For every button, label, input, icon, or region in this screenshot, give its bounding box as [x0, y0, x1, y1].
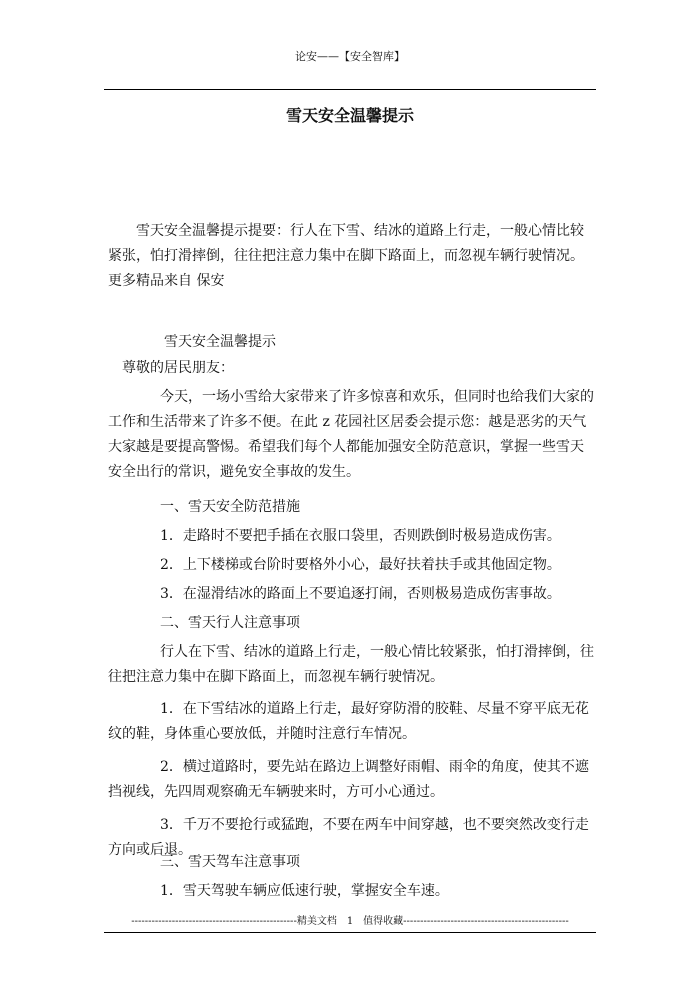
list-item: 1．雪天驾驶车辆应低速行驶，掌握安全车速。 [160, 883, 449, 899]
intro-paragraph: 今天，一场小雪给大家带来了许多惊喜和欢乐，但同时也给我们大家的工作和生活带来了许多不便。在此 z 花园社区居委会提示您：越是恶劣的天气大家越是要提高警惕。希望我们每个人都能加强安全防范意识，掌握一些雪天安全出行的常识，避免安全事故的发生。 [108, 389, 594, 480]
header-divider [104, 89, 596, 90]
list-item: 1．走路时不要把手插在衣服口袋里，否则跌倒时极易造成伤害。 [160, 528, 561, 544]
list-item: 2．上下楼梯或台阶时要格外小心，最好扶着扶手或其他固定物。 [160, 557, 561, 573]
greeting: 尊敬的居民朋友： [122, 360, 234, 376]
document-title: 雪天安全温馨提示 [285, 106, 414, 125]
section-heading-driving: 三、雪天驾车注意事项 [160, 854, 300, 870]
list-item: 2．横过道路时，要先站在路边上调整好雨帽、雨伞的角度，使其不遮挡视线，先四周观察确无车辆驶来时，方可小心通过。 [108, 759, 589, 800]
summary-paragraph: 雪天安全温馨提示提要：行人在下雪、结冰的道路上行走，一般心情比较紧张，怕打滑摔倒，往往把注意力集中在脚下路面上，而忽视车辆行驶情况。更多精品来自 保安 [108, 223, 584, 289]
page-header: 论安——【安全智库】 [295, 50, 405, 63]
list-item: 3．千万不要抢行或猛跑，不要在两车中间穿越，也不要突然改变行走方向或后退。 [108, 817, 589, 858]
list-item: 1．在下雪结冰的道路上行走，最好穿防滑的胶鞋、尽量不穿平底无花纹的鞋，身体重心要放低，并随时注意行车情况。 [108, 701, 589, 742]
section-heading-prevention: 一、雪天安全防范措施 [160, 499, 300, 515]
section-heading-pedestrian: 二、雪天行人注意事项 [160, 615, 300, 631]
list-item: 3．在湿滑结冰的路面上不要追逐打闹，否则极易造成伤害事故。 [160, 586, 561, 602]
footer-divider [104, 932, 596, 933]
pedestrian-intro-paragraph: 行人在下雪、结冰的道路上行走，一般心情比较紧张，怕打滑摔倒，往往把注意力集中在脚下路面上，而忽视车辆行驶情况。 [108, 644, 594, 685]
notice-subtitle: 雪天安全温馨提示 [164, 334, 276, 350]
page-footer: -------------------------------------------------精美文档 1 值得收藏------------------------------------------------- [131, 916, 569, 927]
